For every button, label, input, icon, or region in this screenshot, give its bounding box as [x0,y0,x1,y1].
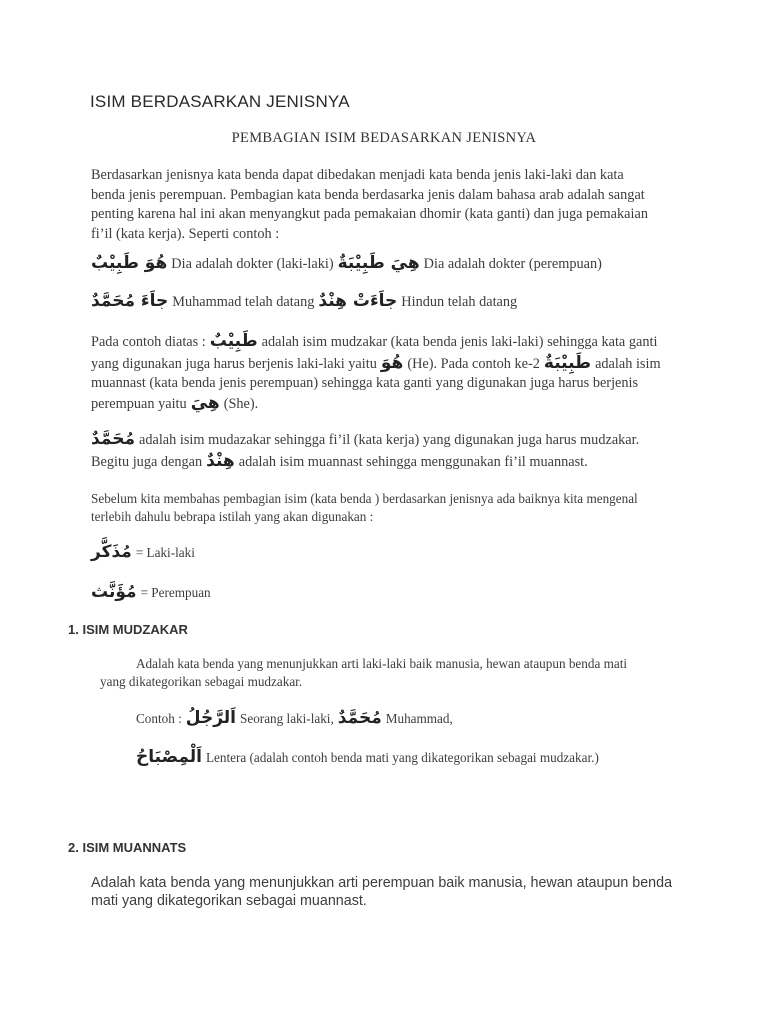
section2-definition [91,874,672,910]
arabic-example: جاَءَتْ هِنْدٌ [318,291,398,311]
intro-line: fi’il (kata kerja). Seperti contoh : [91,225,280,242]
term-meaning: = Perempuan [140,585,211,600]
arabic-example: اَلرَّجُلُ [185,708,237,728]
section1-def-line2: yang dikategorikan sebagai mudzakar. [100,674,303,689]
text-run: adalah isim [595,356,661,372]
example-row-1 [91,254,602,275]
page-title: ISIM BERDASARKAN JENISNYA [90,92,350,111]
arabic-word: طَبِيْبَةٌ [543,353,592,373]
arabic-example: هُوَ طَبِيْبٌ [91,253,168,273]
example-translation: Seorang laki-laki, [240,711,334,726]
arabic-example: هِيَ طَبِيْبَةٌ [337,253,420,273]
text-run: Pada contoh diatas : [91,334,206,350]
example-translation: Muhammad, [385,711,453,726]
arabic-example: جاَءَ مُحَمَّدٌ [91,291,169,311]
text-line: Adalah kata benda yang menunjukkan arti perempuan baik manusia, hewan ataupun benda [91,875,673,891]
section1-def-line1: Adalah kata benda yang menunjukkan arti laki-laki baik manusia, hewan ataupun benda mati [136,656,628,671]
arabic-word: هِنْدٌ [206,451,235,471]
section-heading-2: 2. ISIM MUANNATS [68,840,187,855]
section1-examples [136,709,453,728]
arabic-word: هِيَ [190,393,220,413]
text-run: (She). [223,396,259,412]
text-run: adalah isim muannast sehingga menggunakan fi’il muannast. [238,454,588,470]
text-run: adalah isim mudazakar sehingga fi’il (kata kerja) yang digunakan juga harus mudzakar. [139,432,640,448]
term-mudzakar [91,543,195,562]
example-translation: Dia adalah dokter (perempuan) [423,256,602,272]
terms-intro [91,490,638,526]
arabic-word: طَبِيْبٌ [209,331,258,351]
example-row-2 [91,292,517,313]
example-translation: Muhammad telah datang [172,294,315,310]
arabic-example: مُحَمَّدٌ [337,708,382,728]
section1-lamp-example [136,748,599,767]
example-translation: Dia adalah dokter (laki-laki) [171,256,334,272]
arabic-word: مُحَمَّدٌ [91,429,135,449]
text-run: perempuan yaitu [91,396,187,412]
contoh-label: Contoh : [136,711,182,726]
page-subtitle: PEMBAGIAN ISIM BEDASARKAN JENISNYA [231,130,537,146]
arabic-term: مُؤَنَّث [91,582,137,602]
text-run: adalah isim mudzakar (kata benda jenis laki-laki) sehingga kata ganti [261,334,658,350]
example-translation: Hindun telah datang [401,294,518,310]
section-heading-1: 1. ISIM MUDZAKAR [68,622,188,637]
intro-line: benda jenis perempuan. Pembagian kata benda berdasarka jenis dalam bahasa arab adalah sangat [91,186,645,203]
term-muannats [91,583,211,602]
explanation-paragraph [91,332,661,414]
intro-line: Berdasarkan jenisnya kata benda dapat dibedakan menjadi kata benda jenis laki-laki dan kata [91,167,624,183]
arabic-term: مُذَكَّر [91,542,132,562]
text-line: muannast (kata benda jenis perempuan) sehingga kata ganti yang digunakan juga harus berjenis [91,375,639,391]
text-run: (He). Pada contoh ke-2 [407,356,540,372]
text-line: terlebih dahulu bebrapa istilah yang akan digunakan : [91,509,374,524]
explanation-paragraph-2 [91,430,639,474]
text-run: Begitu juga dengan [91,454,203,470]
term-meaning: = Laki-laki [135,545,195,560]
arabic-word: هُوَ [380,353,404,373]
text-line: mati yang dikategorikan sebagai muannast. [91,893,367,909]
intro-paragraph [91,166,648,244]
arabic-example: اَلْمِصْبَاحُ [136,747,202,767]
text-line: Sebelum kita membahas pembagian isim (kata benda ) berdasarkan jenisnya ada baiknya kita mengenal [91,491,638,506]
intro-line: penting karena hal ini akan menyangkut pada pemakaian dhomir (kata ganti) dan juga pemakaian [91,206,648,222]
text-run: yang digunakan juga harus berjenis laki-laki yaitu [91,356,377,372]
example-translation: Lentera (adalah contoh benda mati yang dikategorikan sebagai mudzakar.) [205,750,599,765]
